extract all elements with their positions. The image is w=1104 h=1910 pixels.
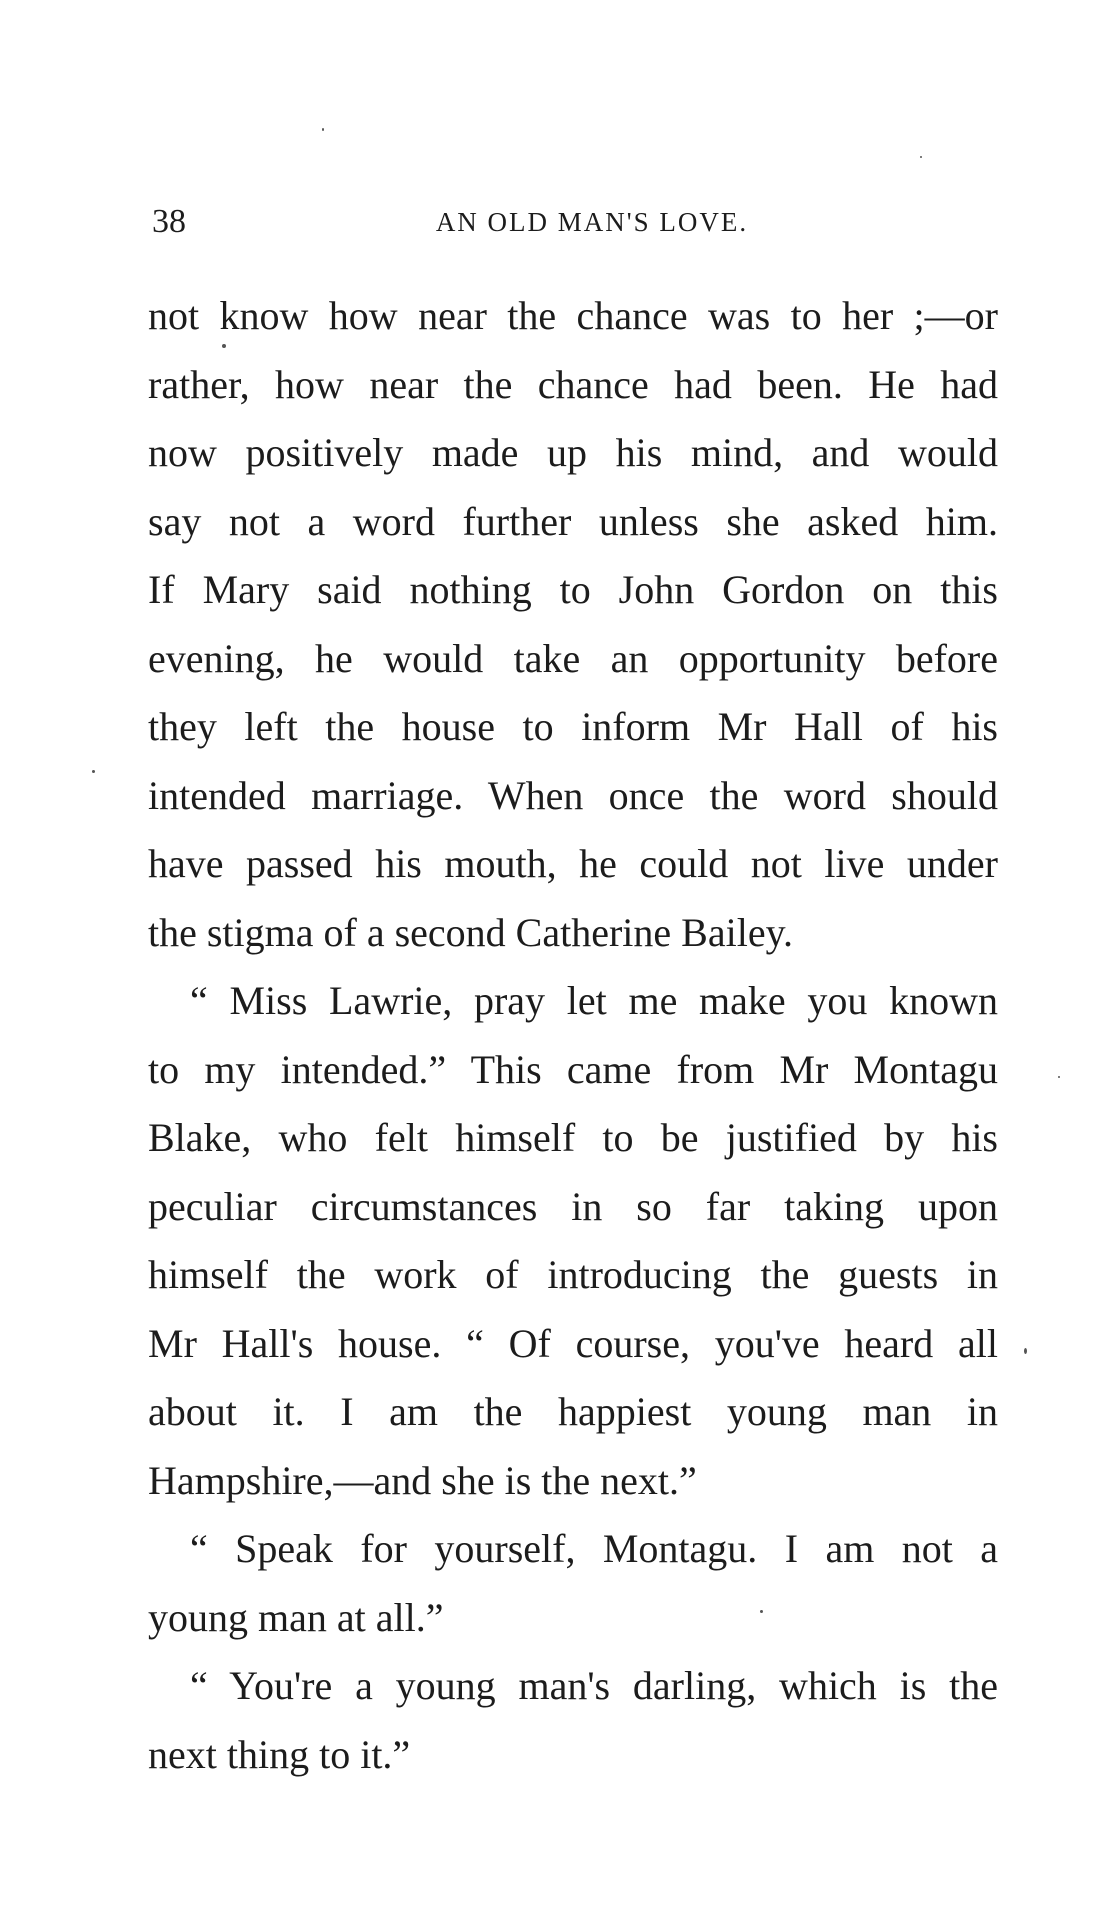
text-line: Hampshire,—and she is the next.”	[148, 1457, 697, 1503]
text-line: rather, how near the chance had been. He had	[148, 361, 998, 407]
paper-speck	[1058, 1076, 1060, 1078]
text-line: now positively made up his mind, and would	[148, 430, 998, 475]
text-line: himself the work of introducing the guests in	[148, 1252, 998, 1297]
text-line: peculiar circumstances in so far taking upon	[148, 1183, 998, 1229]
text-line: If Mary said nothing to John Gordon on this	[148, 567, 998, 612]
text-line: evening, he would take an opportunity before	[148, 635, 998, 681]
paper-speck	[920, 156, 922, 158]
text-line: say not a word further unless she asked him.	[148, 498, 998, 544]
running-title: AN OLD MAN'S LOVE.	[435, 207, 749, 237]
paper-speck	[1024, 1348, 1027, 1354]
paper-speck	[222, 344, 226, 348]
text-line: “ You're a young man's darling, which is the	[190, 1663, 998, 1708]
paper-speck	[92, 770, 95, 773]
text-line: the stigma of a second Catherine Bailey.	[148, 909, 793, 955]
text-line: next thing to it.”	[148, 1731, 411, 1777]
text-line: Blake, who felt himself to be justified by his	[148, 1115, 998, 1160]
page-header	[152, 198, 1012, 246]
text-line: not know how near the chance was to her ;—or	[148, 293, 998, 338]
text-line: “ Miss Lawrie, pray let me make you known	[190, 978, 998, 1023]
text-line: they left the house to inform Mr Hall of his	[148, 704, 998, 749]
text-line: intended marriage. When once the word should	[148, 772, 998, 818]
body-text	[148, 282, 998, 1789]
text-line: to my intended.” This came from Mr Montagu	[148, 1046, 998, 1092]
paper-speck	[760, 1610, 763, 1613]
page-number: 38	[152, 203, 186, 240]
text-line: young man at all.”	[148, 1594, 444, 1640]
text-line: “ Speak for yourself, Montagu. I am not a	[190, 1526, 998, 1571]
text-line: Mr Hall's house. “ Of course, you've heard all	[148, 1320, 998, 1366]
paper-speck	[322, 128, 324, 131]
text-line: about it. I am the happiest young man in	[148, 1389, 998, 1434]
text-line: have passed his mouth, he could not live under	[148, 841, 998, 886]
